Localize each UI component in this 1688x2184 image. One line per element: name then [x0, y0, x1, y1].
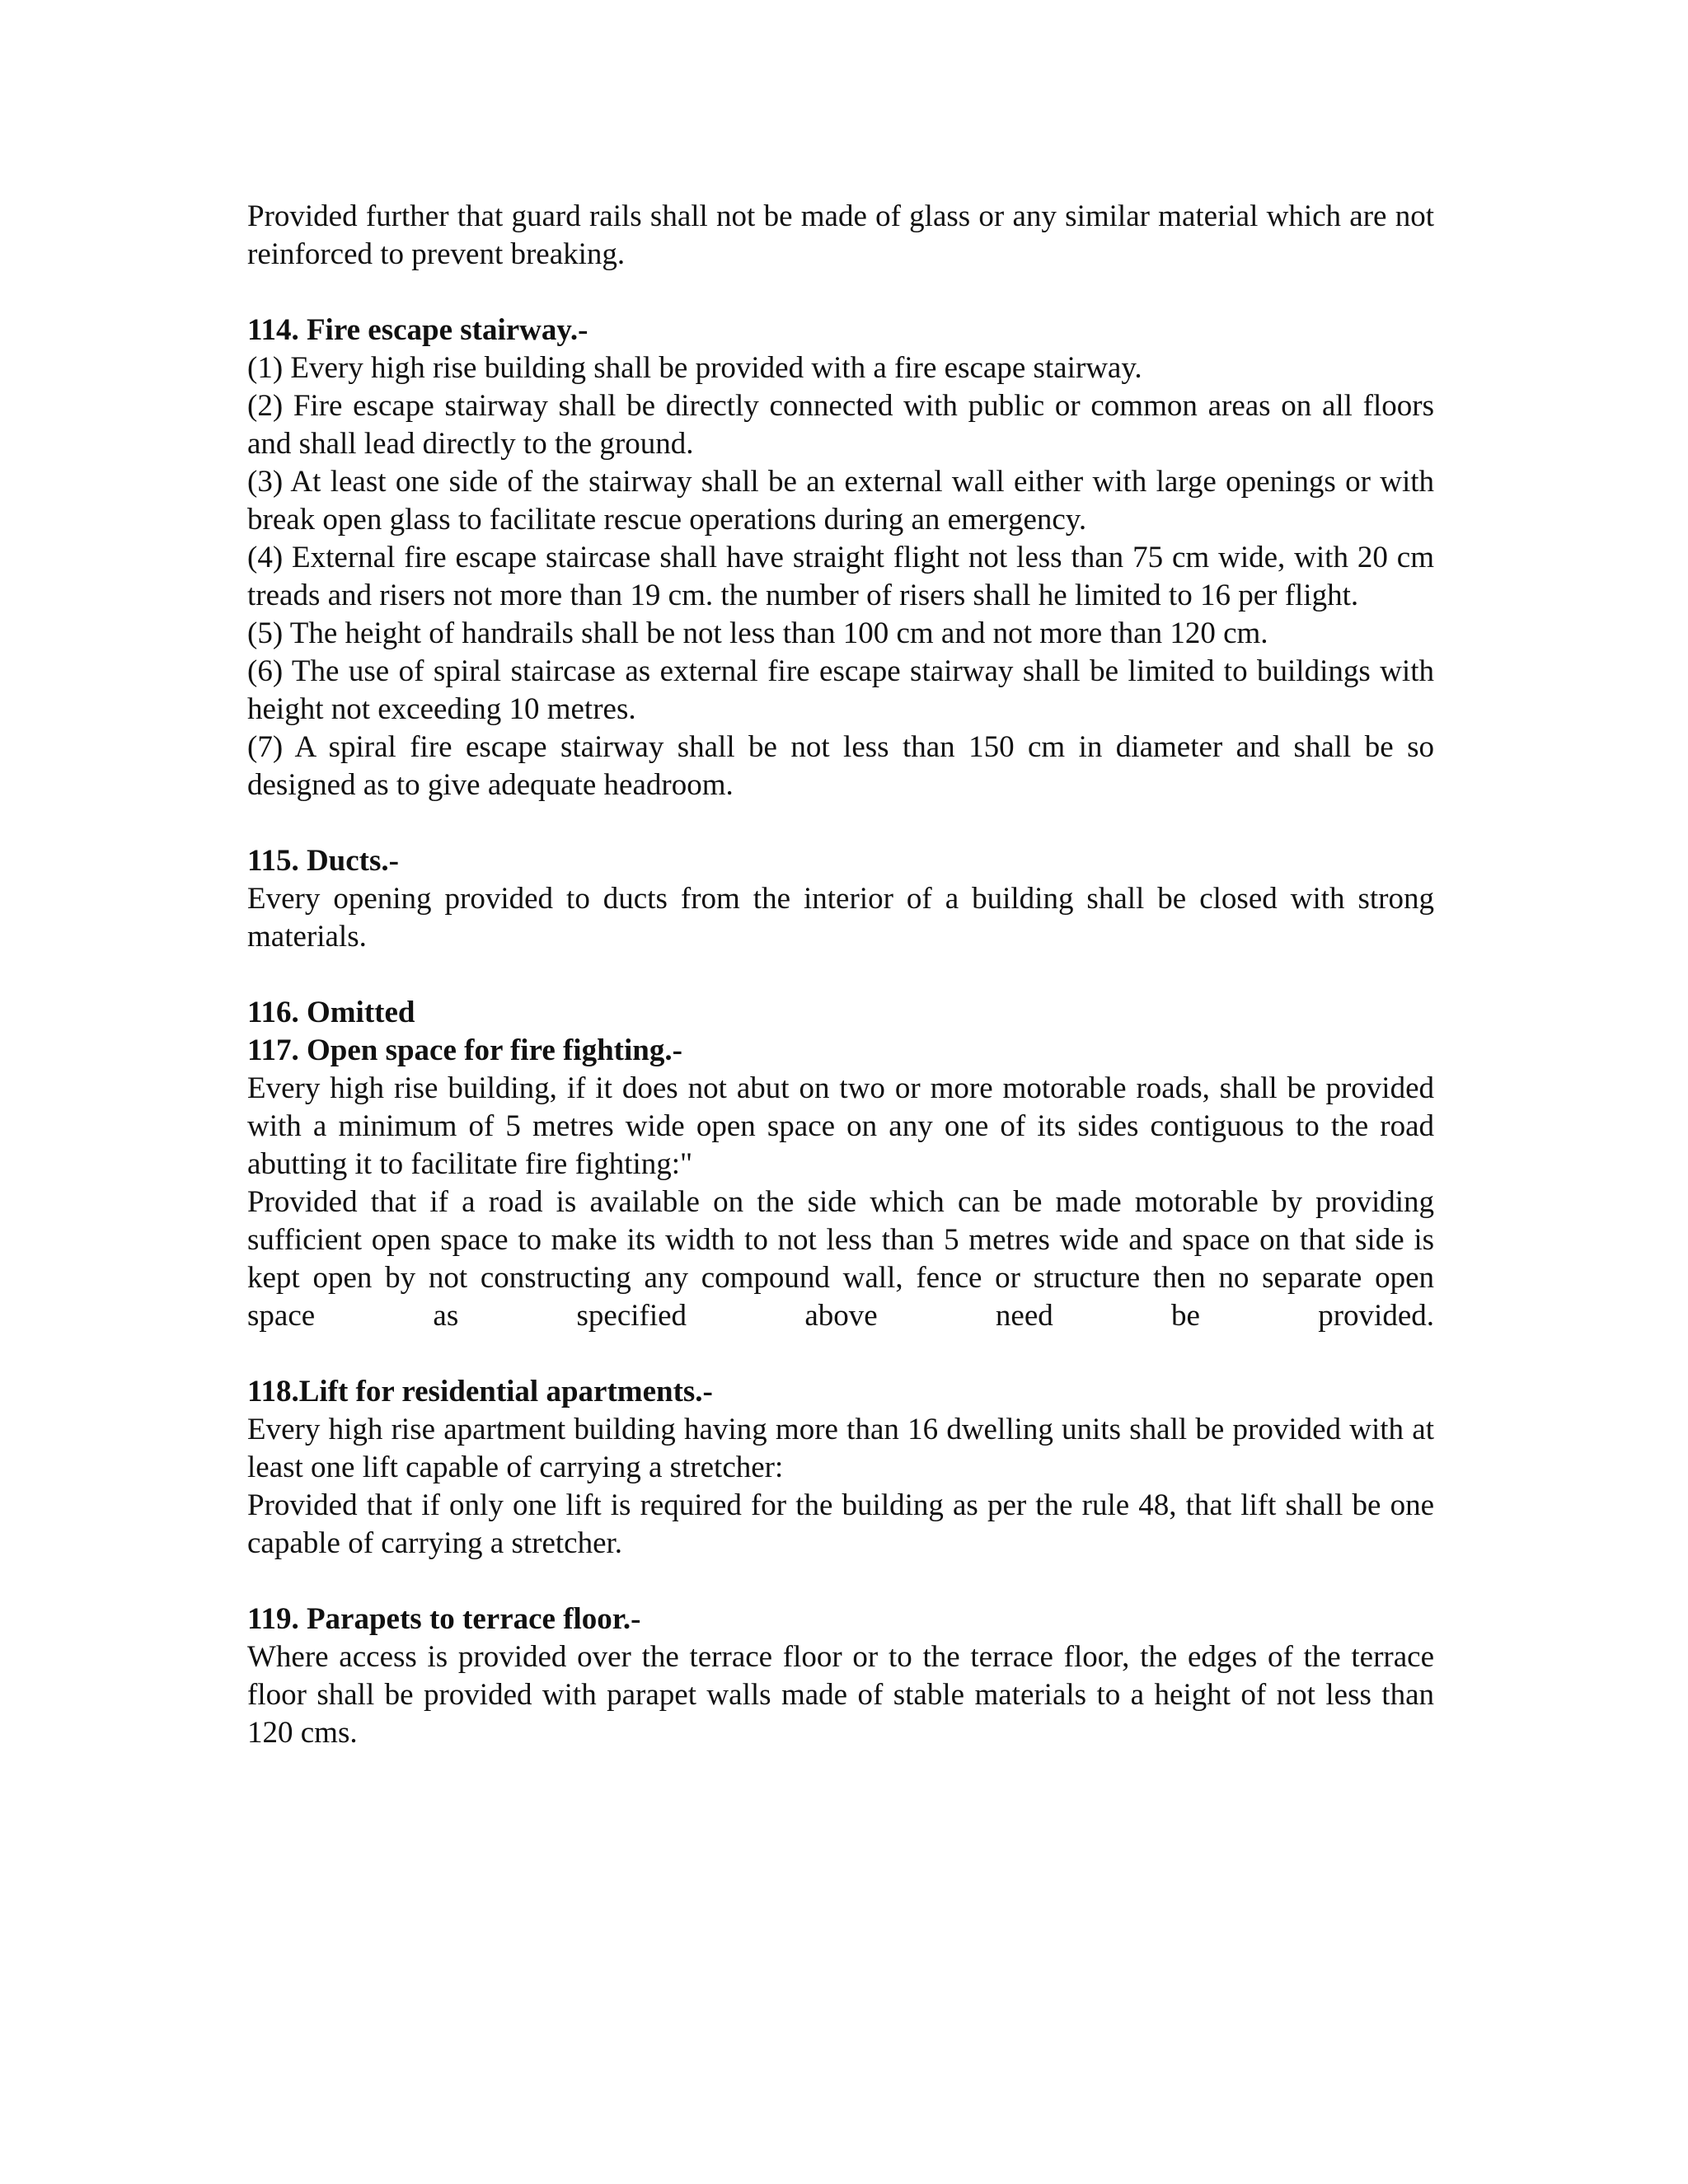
section-114-item-5: (5) The height of handrails shall be not less than 100 cm and not more than 120 cm.	[247, 616, 1268, 650]
section-116-heading: 116. Omitted	[247, 996, 415, 1029]
section-spacer	[247, 804, 1434, 842]
section-115	[247, 842, 1434, 956]
section-spacer	[247, 274, 1434, 312]
section-115-body: Every opening provided to ducts from the interior of a building shall be closed with strong materials.	[247, 882, 1434, 954]
section-119	[247, 1601, 1434, 1752]
section-114-item-3: (3) At least one side of the stairway shall be an external wall either with large openings or with break open glass to facilitate rescue operations during an emergency.	[247, 465, 1434, 537]
section-117-proviso: Provided that if a road is available on the side which can be made motorable by providing sufficient open space to make its width to not less than 5 metres wide and space on that side is kept open by not constructing any compound wall, fence or structure then no separate open space as specified above need be provided.	[247, 1185, 1434, 1333]
section-118	[247, 1373, 1434, 1563]
document-page	[247, 198, 1434, 1752]
section-115-heading: 115. Ducts.-	[247, 844, 399, 878]
section-118-heading: 118.Lift for residential apartments.-	[247, 1375, 713, 1408]
section-118-body: Every high rise apartment building having more than 16 dwelling units shall be provided with at least one lift capable of carrying a stretcher:	[247, 1413, 1434, 1484]
section-117	[247, 1032, 1434, 1335]
section-114-item-1: (1) Every high rise building shall be provided with a fire escape stairway.	[247, 351, 1142, 385]
section-spacer	[247, 956, 1434, 994]
section-114-item-7: (7) A spiral fire escape stairway shall be not less than 150 cm in diameter and shall be so designed as to give adequate headroom.	[247, 730, 1434, 802]
section-114	[247, 312, 1434, 804]
section-114-heading: 114. Fire escape stairway.-	[247, 313, 588, 347]
section-119-heading: 119. Parapets to terrace floor.-	[247, 1602, 641, 1636]
intro-paragraph: Provided further that guard rails shall not be made of glass or any similar material which are not reinforced to prevent breaking.	[247, 199, 1434, 271]
section-117-body: Every high rise building, if it does not abut on two or more motorable roads, shall be provided with a minimum of 5 metres wide open space on any one of its sides contiguous to the road abutting it to facilitate fire fighting:"	[247, 1071, 1434, 1181]
section-116	[247, 994, 1434, 1032]
section-114-item-6: (6) The use of spiral staircase as external fire escape stairway shall be limited to buildings with height not exceeding 10 metres.	[247, 654, 1434, 726]
section-114-item-4: (4) External fire escape staircase shall have straight flight not less than 75 cm wide, with 20 cm treads and risers not more than 19 cm. the number of risers shall he limited to 16 per flight.	[247, 541, 1434, 612]
section-119-body: Where access is provided over the terrace floor or to the terrace floor, the edges of the terrace floor shall be provided with parapet walls made of stable materials to a height of not less than 120 cms.	[247, 1640, 1434, 1750]
section-spacer	[247, 1335, 1434, 1373]
section-114-item-2: (2) Fire escape stairway shall be directly connected with public or common areas on all floors and shall lead directly to the ground.	[247, 389, 1434, 461]
section-117-heading: 117. Open space for fire fighting.-	[247, 1033, 682, 1067]
section-118-proviso: Provided that if only one lift is required for the building as per the rule 48, that lift shall be one capable of carrying a stretcher.	[247, 1488, 1434, 1560]
section-spacer	[247, 1563, 1434, 1601]
